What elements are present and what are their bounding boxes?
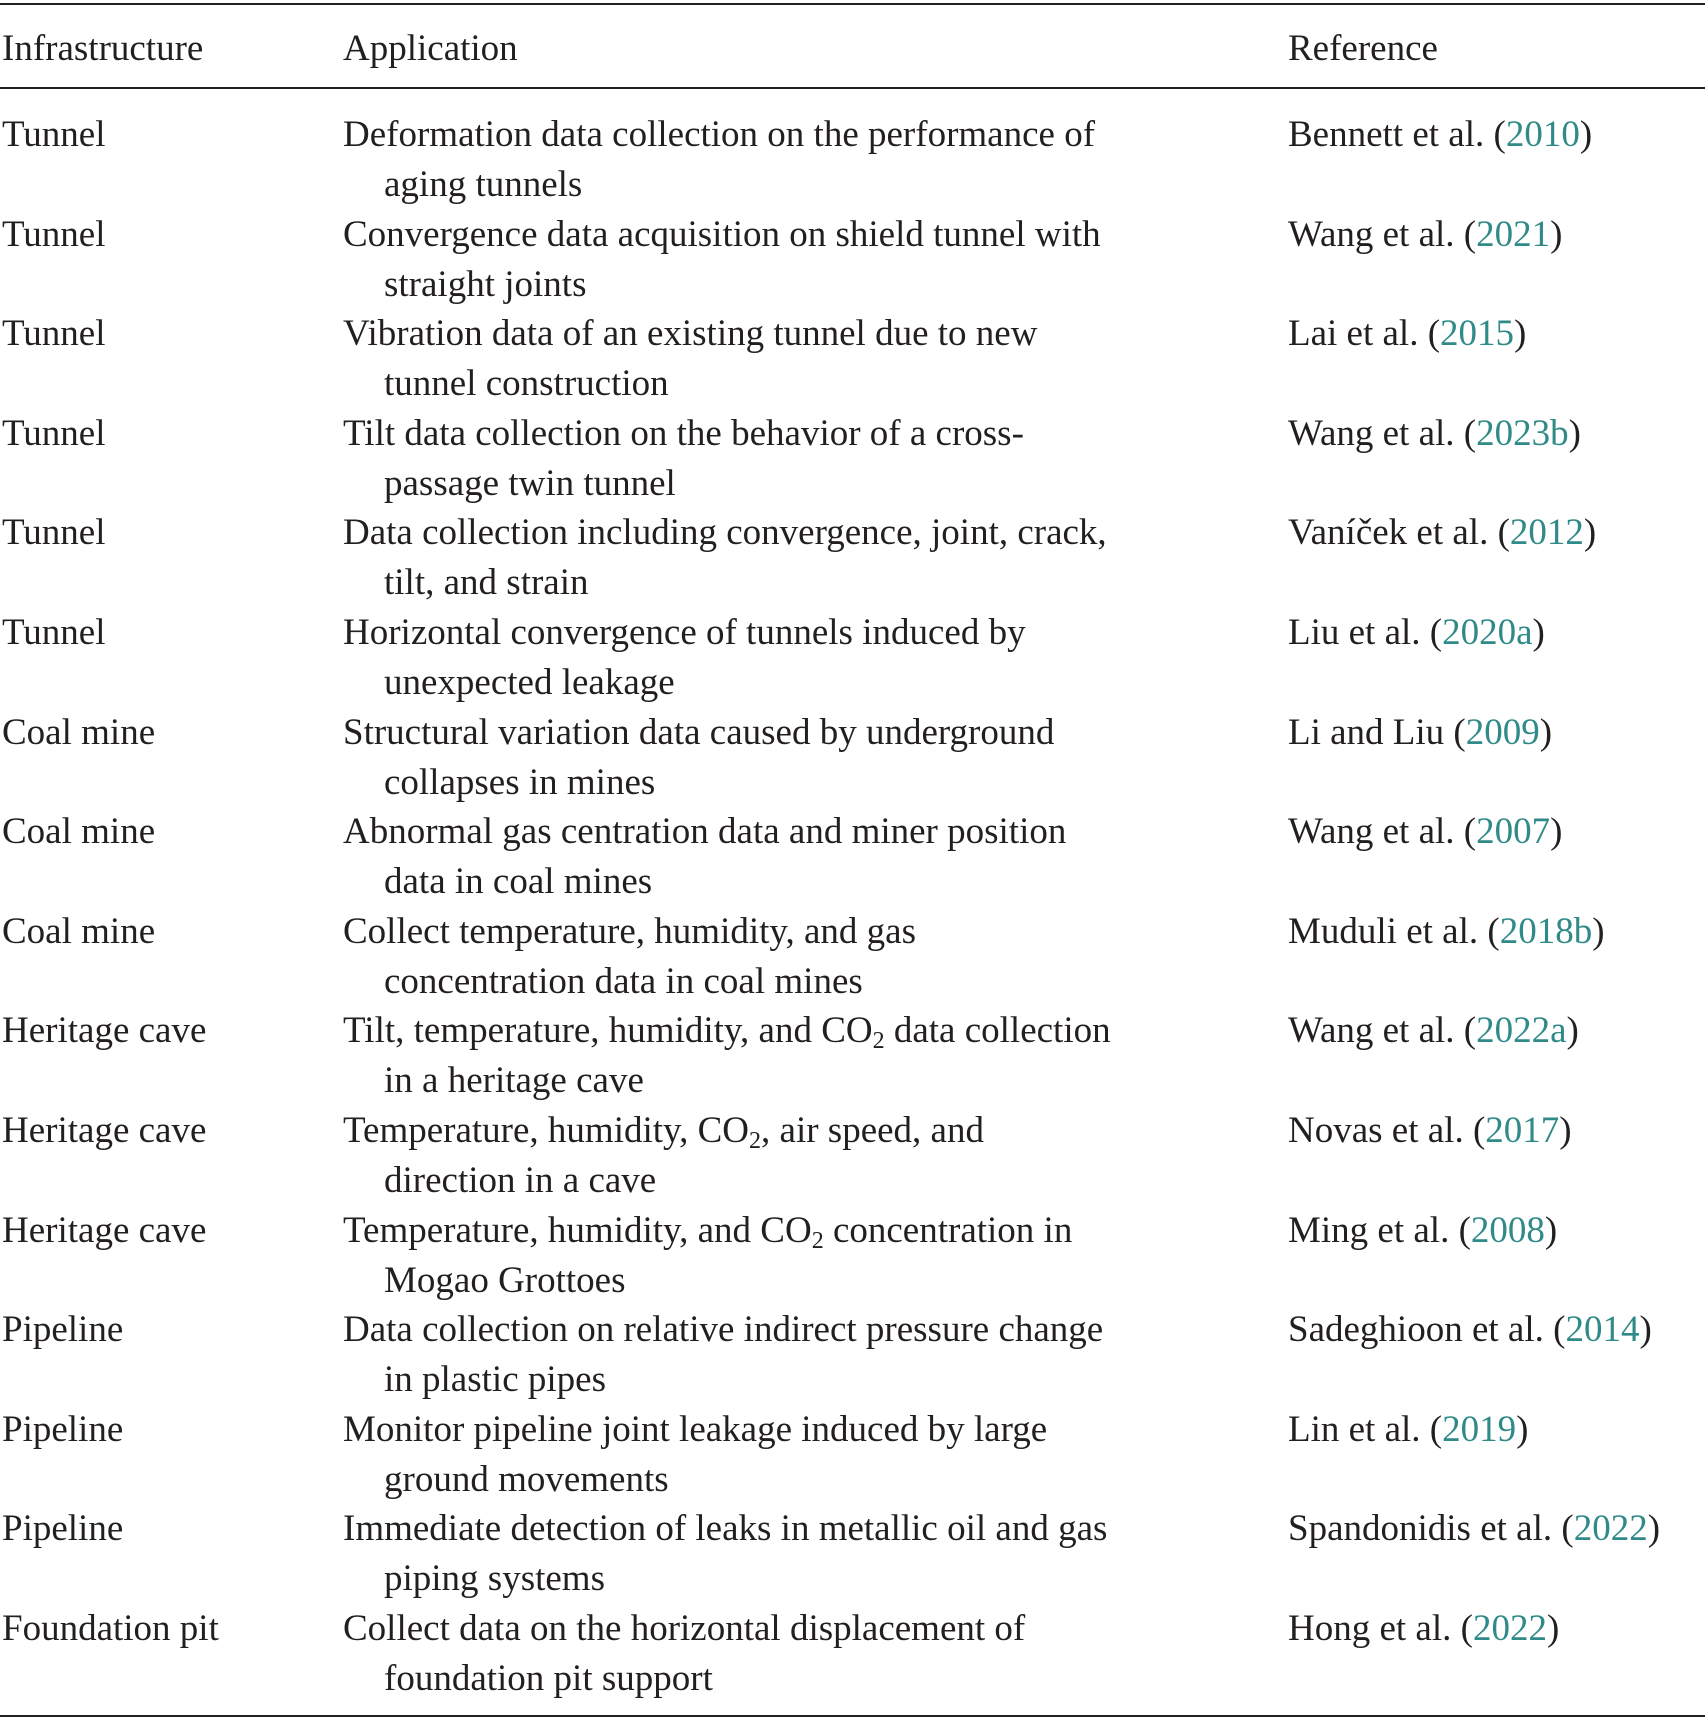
application-line-1: Temperature, humidity, $CO_2$, air speed, and <box>343 1109 984 1154</box>
application-line-2: concentration data in coal mines <box>384 960 863 1002</box>
cell-infrastructure: Pipeline <box>2 1309 124 1351</box>
cell-application <box>343 508 1203 608</box>
application-line-1: Immediate detection of leaks in metallic oil and gas <box>343 1508 1108 1550</box>
reference-author: Wang et al. ( <box>1288 1010 1477 1052</box>
cell-application <box>343 1405 1203 1505</box>
application-line-2: passage twin tunnel <box>384 462 676 504</box>
reference-close: ) <box>1514 313 1527 355</box>
cell-reference <box>1288 210 1562 260</box>
application-line-2: Mogao Grottoes <box>384 1259 626 1301</box>
reference-year-link[interactable]: 2020a <box>1442 611 1533 653</box>
table-row <box>0 1405 1705 1505</box>
application-line-1: Convergence data acquisition on shield tunnel with <box>343 213 1101 255</box>
reference-close: ) <box>1544 1209 1558 1251</box>
reference-author: Liu et al. ( <box>1288 611 1443 653</box>
cell-infrastructure: Pipeline <box>2 1508 124 1550</box>
cell-application <box>343 907 1203 1007</box>
application-line-1: Collect data on the horizontal displacement of <box>343 1607 1026 1649</box>
reference-author: Lai et al. ( <box>1288 313 1441 355</box>
application-line-2: direction in a cave <box>384 1159 657 1201</box>
application-line-2: piping systems <box>384 1558 605 1600</box>
reference-year-link[interactable]: 2021 <box>1476 213 1551 255</box>
cell-application <box>343 1305 1203 1405</box>
cell-infrastructure: Pipeline <box>2 1408 124 1450</box>
cell-infrastructure: Coal mine <box>2 811 156 853</box>
cell-application <box>343 309 1203 409</box>
table-row <box>0 309 1705 409</box>
reference-author: Ming et al. ( <box>1288 1209 1471 1251</box>
reference-close: ) <box>1583 512 1597 554</box>
cell-application <box>343 1504 1203 1604</box>
header-infrastructure: Infrastructure <box>2 28 204 69</box>
cell-reference <box>1288 110 1592 160</box>
application-line-1: Monitor pipeline joint leakage induced by large <box>343 1408 1048 1450</box>
cell-reference <box>1288 1504 1660 1554</box>
cell-infrastructure: Coal mine <box>2 711 156 753</box>
application-line-2: foundation pit support <box>384 1657 713 1699</box>
reference-author: Sadeghioon et al. ( <box>1288 1309 1566 1351</box>
application-line-1: Collect temperature, humidity, and gas <box>343 910 916 952</box>
reference-close: ) <box>1592 910 1605 952</box>
cell-reference <box>1288 409 1581 459</box>
reference-author: Li and Liu ( <box>1288 711 1466 753</box>
table-row <box>0 409 1705 509</box>
application-line-1: Horizontal convergence of tunnels induced by <box>343 611 1026 653</box>
application-line-2: collapses in mines <box>384 761 656 803</box>
application-line-1: Abnormal gas centration data and miner position <box>343 811 1067 853</box>
reference-author: Vaníček et al. ( <box>1288 512 1510 554</box>
header-rule <box>0 87 1705 89</box>
reference-year-link[interactable]: 2009 <box>1465 711 1540 753</box>
reference-year-link[interactable]: 2019 <box>1442 1408 1517 1450</box>
application-line-1: Temperature, humidity, and $CO_2$ concentration in <box>343 1209 1073 1254</box>
cell-infrastructure: Tunnel <box>2 114 106 155</box>
reference-year-link[interactable]: 2022 <box>1573 1508 1648 1550</box>
cell-application <box>343 807 1203 907</box>
cell-infrastructure: Heritage cave <box>2 1010 207 1052</box>
reference-close: ) <box>1566 1010 1579 1052</box>
cell-reference <box>1288 608 1545 658</box>
cell-infrastructure: Coal mine <box>2 910 156 952</box>
header-application: Application <box>343 28 518 69</box>
application-line-2: in a heritage cave <box>384 1060 644 1102</box>
reference-author: Lin et al. ( <box>1288 1408 1443 1450</box>
cell-reference <box>1288 309 1526 359</box>
table-row <box>0 1305 1705 1405</box>
application-line-2: tilt, and strain <box>384 562 589 604</box>
table-row <box>0 708 1705 808</box>
reference-author: Hong et al. ( <box>1288 1607 1473 1649</box>
application-line-1: Tilt data collection on the behavior of a cross- <box>343 412 1024 454</box>
cell-infrastructure: Tunnel <box>2 313 106 355</box>
table-row <box>0 210 1705 310</box>
cell-reference <box>1288 1405 1528 1455</box>
reference-year-link[interactable]: 2007 <box>1476 811 1551 853</box>
table-body <box>0 110 1705 1704</box>
table-row <box>0 1106 1705 1206</box>
reference-year-link[interactable]: 2014 <box>1565 1309 1640 1351</box>
table-row <box>0 1206 1705 1306</box>
cell-application <box>343 210 1203 310</box>
reference-year-link[interactable]: 2023b <box>1476 412 1569 454</box>
reference-year-link[interactable]: 2022 <box>1472 1607 1547 1649</box>
reference-close: ) <box>1639 1309 1652 1351</box>
reference-year-link[interactable]: 2017 <box>1485 1109 1560 1151</box>
table-row <box>0 1504 1705 1604</box>
cell-infrastructure: Foundation pit <box>2 1607 219 1649</box>
table-row <box>0 1006 1705 1106</box>
reference-year-link[interactable]: 2012 <box>1509 512 1584 554</box>
application-line-2: data in coal mines <box>384 861 653 903</box>
reference-close: ) <box>1539 711 1553 753</box>
reference-author: Wang et al. ( <box>1288 412 1477 454</box>
application-line-1: Tilt, temperature, humidity, and $CO_2$ data collection <box>343 1010 1111 1055</box>
application-line-2: straight joints <box>384 263 587 305</box>
cell-application <box>343 1006 1203 1106</box>
cell-application <box>343 409 1203 509</box>
cell-application <box>343 1206 1203 1306</box>
cell-infrastructure: Heritage cave <box>2 1209 207 1251</box>
application-line-1: Vibration data of an existing tunnel due to new <box>343 313 1038 355</box>
reference-close: ) <box>1550 811 1563 853</box>
reference-close: ) <box>1647 1508 1661 1550</box>
reference-year-link[interactable]: 2010 <box>1505 114 1580 155</box>
cell-reference <box>1288 508 1596 558</box>
subscript-2: 2 <box>811 1227 824 1254</box>
cell-application <box>343 110 1203 210</box>
reference-year-link[interactable]: 2018b <box>1499 910 1593 952</box>
cell-reference <box>1288 1106 1572 1156</box>
cell-infrastructure: Heritage cave <box>2 1109 207 1151</box>
cell-reference <box>1288 1006 1579 1056</box>
application-line-1: Deformation data collection on the performance of <box>343 114 1096 155</box>
reference-close: ) <box>1532 611 1545 653</box>
application-line-2: aging tunnels <box>384 164 583 205</box>
cell-infrastructure: Tunnel <box>2 611 106 653</box>
reference-year-link[interactable]: 2008 <box>1470 1209 1545 1251</box>
reference-close: ) <box>1579 114 1593 155</box>
reference-author: Bennett et al. ( <box>1288 114 1506 155</box>
application-line-2: ground movements <box>384 1458 669 1500</box>
cell-reference <box>1288 1305 1652 1355</box>
subscript-2: 2 <box>749 1127 762 1154</box>
reference-close: ) <box>1550 213 1563 255</box>
table-row <box>0 508 1705 608</box>
reference-year-link[interactable]: 2015 <box>1440 313 1515 355</box>
reference-close: ) <box>1516 1408 1529 1450</box>
application-line-2: in plastic pipes <box>384 1359 606 1401</box>
cell-infrastructure: Tunnel <box>2 412 106 454</box>
reference-author: Muduli et al. ( <box>1288 910 1500 952</box>
application-line-1: Data collection including convergence, joint, crack, <box>343 512 1107 554</box>
cell-reference <box>1288 708 1552 758</box>
bottom-rule <box>0 1715 1705 1717</box>
header-reference: Reference <box>1288 28 1438 69</box>
reference-author: Wang et al. ( <box>1288 811 1477 853</box>
reference-close: ) <box>1568 412 1581 454</box>
subscript-2: 2 <box>872 1028 885 1055</box>
application-line-2: unexpected leakage <box>384 661 675 703</box>
cell-infrastructure: Tunnel <box>2 213 106 255</box>
cell-reference <box>1288 807 1562 857</box>
cell-reference <box>1288 907 1605 957</box>
table-row <box>0 608 1705 708</box>
table-row <box>0 907 1705 1007</box>
reference-author: Novas et al. ( <box>1288 1109 1486 1151</box>
cell-application <box>343 708 1203 808</box>
table-row <box>0 1604 1705 1704</box>
table-row <box>0 110 1705 210</box>
top-rule <box>0 3 1705 5</box>
cell-application <box>343 608 1203 708</box>
cell-reference <box>1288 1604 1559 1654</box>
cell-application <box>343 1604 1203 1704</box>
table-row <box>0 807 1705 907</box>
application-line-2: tunnel construction <box>384 363 669 405</box>
reference-author: Spandonidis et al. ( <box>1288 1508 1574 1550</box>
reference-author: Wang et al. ( <box>1288 213 1477 255</box>
table-header <box>0 27 1705 71</box>
reference-close: ) <box>1546 1607 1560 1649</box>
reference-close: ) <box>1559 1109 1572 1151</box>
cell-reference <box>1288 1206 1557 1256</box>
application-line-1: Data collection on relative indirect pressure change <box>343 1309 1104 1351</box>
reference-year-link[interactable]: 2022a <box>1476 1010 1567 1052</box>
application-line-1: Structural variation data caused by underground <box>343 711 1055 753</box>
cell-infrastructure: Tunnel <box>2 512 106 554</box>
cell-application <box>343 1106 1203 1206</box>
